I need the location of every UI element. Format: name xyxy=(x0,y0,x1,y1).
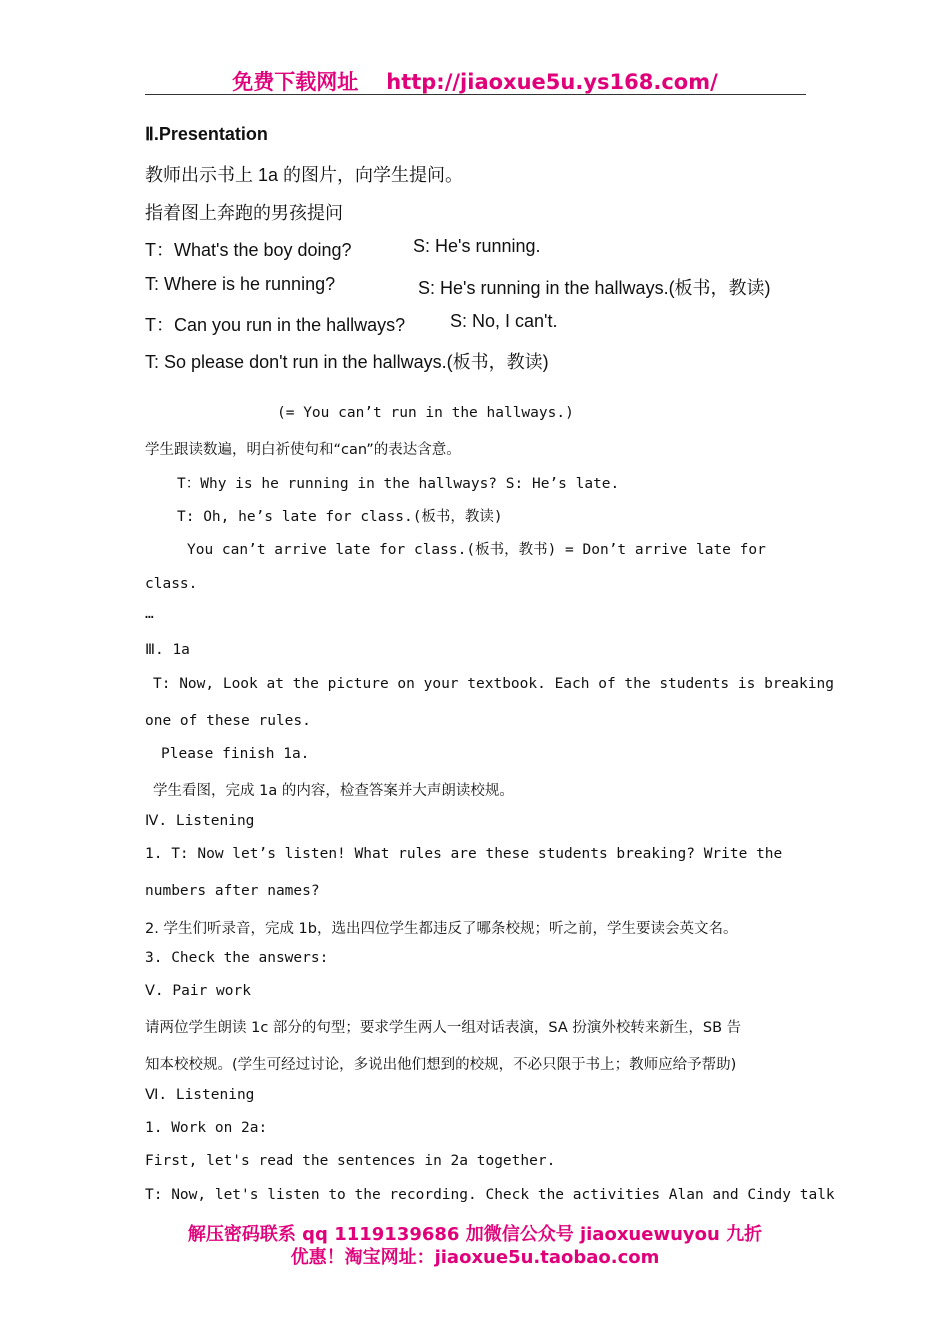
body-line-20: 知本校校规。(学生可经过讨论，多说出他们想到的校规，不必只限于书上；教师应给予帮助) xyxy=(145,1057,737,1073)
footer-line-1: 解压密码联系 qq 1119139686 加微信公众号 jiaoxuewuyou 九折 xyxy=(187,1224,763,1245)
body-line-10: one of these rules. xyxy=(145,713,311,729)
body-line-19: 请两位学生朗读 1c 部分的句型；要求学生两人一组对话表演，SA 扮演外校转来新生，SB 告 xyxy=(145,1020,742,1036)
body-line-16: 2. 学生们听录音，完成 1b，选出四位学生都违反了哪条校规；听之前，学生要读会英文名。 xyxy=(145,921,738,937)
presentation-intro-2: 指着图上奔跑的男孩提问 xyxy=(145,203,343,223)
section-heading-listening: Ⅳ. Listening xyxy=(145,813,255,829)
dialogue-2-student: S: He's running in the hallways.(板书，教读) xyxy=(418,278,771,298)
body-line-14: 1. T: Now let’s listen! What rules are these students breaking? Write the xyxy=(145,846,783,862)
body-line-11: Please finish 1a. xyxy=(161,746,310,762)
body-line-6: class. xyxy=(145,576,198,592)
header-divider xyxy=(145,94,806,95)
dialogue-4-teacher: T: So please don't run in the hallways.(板书，教读) xyxy=(145,352,549,372)
dialogue-2-teacher: T: Where is he running? xyxy=(145,274,336,294)
body-line-3: T：Why is he running in the hallways? S: He’s late. xyxy=(177,476,620,492)
page-header xyxy=(145,66,805,96)
presentation-intro-1: 教师出示书上 1a 的图片，向学生提问。 xyxy=(145,165,464,185)
dialogue-1-student: S: He's running. xyxy=(413,236,541,256)
section-heading-pair-work: Ⅴ. Pair work xyxy=(145,983,251,999)
dialogue-1-teacher: T：What's the boy doing? xyxy=(145,240,352,260)
body-line-17: 3. Check the answers: xyxy=(145,950,329,966)
header-url-link[interactable]: http://jiaoxue5u.ys168.com/ xyxy=(386,70,718,94)
body-line-4: T: Oh, he’s late for class.(板书，教读) xyxy=(177,509,503,525)
dialogue-3-student: S: No, I can't. xyxy=(450,311,558,331)
body-line-23: First, let's read the sentences in 2a together. xyxy=(145,1153,556,1169)
body-line-9: T: Now, Look at the picture on your textbook. Each of the students is breaking xyxy=(153,676,834,692)
body-line-5: You can’t arrive late for class.(板书，教书) = Don’t arrive late for xyxy=(187,542,766,558)
section-heading-presentation: Ⅱ.Presentation xyxy=(145,124,268,144)
section-heading-listening-2: Ⅵ. Listening xyxy=(145,1087,255,1103)
body-line-22: 1. Work on 2a: xyxy=(145,1120,268,1136)
section-heading-1a: Ⅲ. 1a xyxy=(145,642,190,658)
footer-line-2: 优惠！淘宝网址：jiaoxue5u.taobao.com xyxy=(290,1247,660,1268)
body-line-7: … xyxy=(145,606,154,622)
header-free-download-label: 免费下载网址 xyxy=(232,70,359,94)
body-line-2: 学生跟读数遍，明白祈使句和“can”的表达含意。 xyxy=(145,442,461,458)
body-line-24: T: Now, let's listen to the recording. Check the activities Alan and Cindy talk xyxy=(145,1187,835,1203)
body-line-15: numbers after names? xyxy=(145,883,320,899)
body-line-12: 学生看图，完成 1a 的内容，检查答案并大声朗读校规。 xyxy=(153,783,514,799)
dialogue-3-teacher: T：Can you run in the hallways? xyxy=(145,315,406,335)
body-line-1: (= You can’t run in the hallways.) xyxy=(277,405,574,421)
